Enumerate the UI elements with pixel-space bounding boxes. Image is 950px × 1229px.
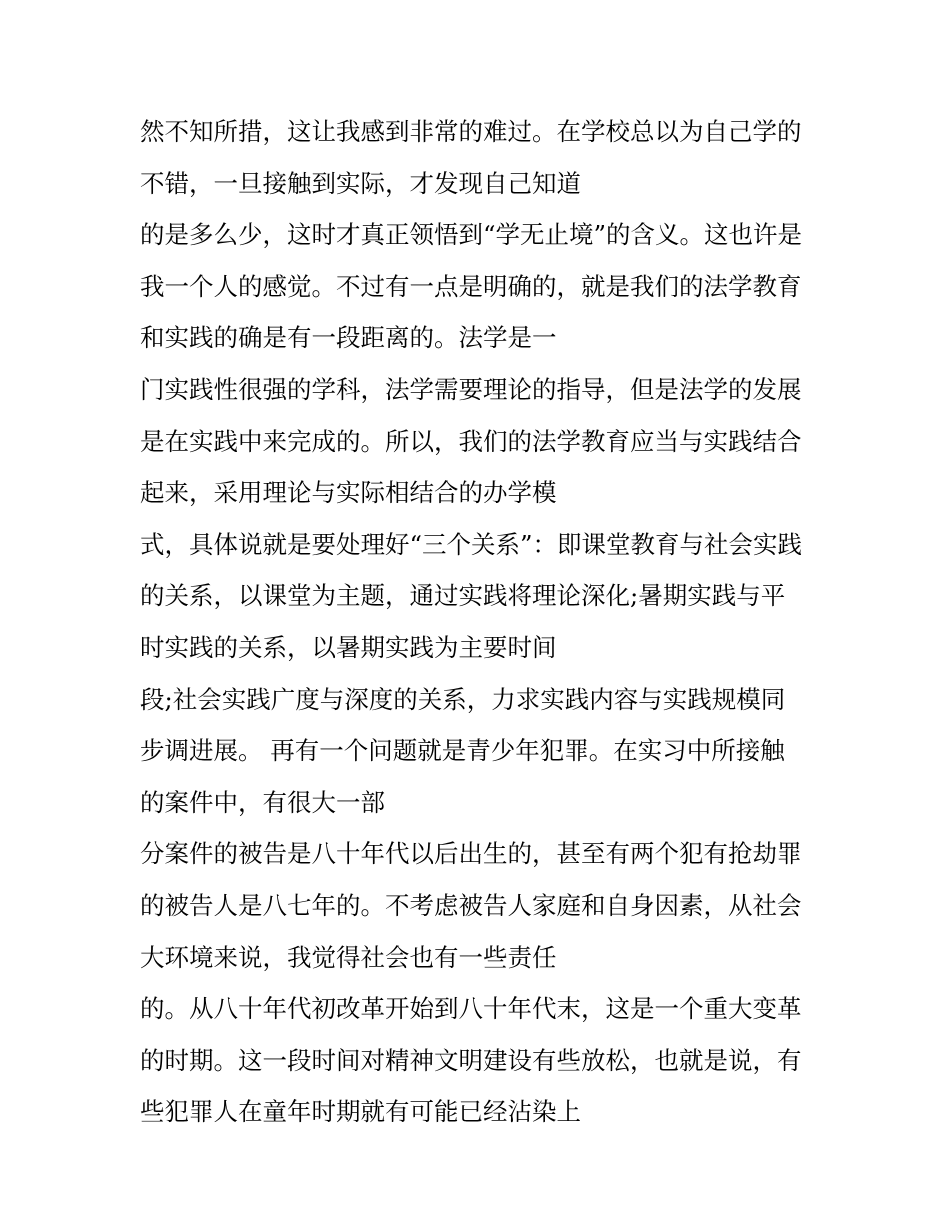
text-line-18: 的。从八十年代初改革开始到八十年代末，这是一个重大变革 (140, 994, 802, 1024)
text-line-19: 的时期。这一段时间对精神文明建设有些放松，也就是说，有 (140, 1045, 802, 1075)
body-text (140, 106, 820, 1138)
text-line-4: 我一个人的感觉。不过有一点是明确的，就是我们的法学教育 (140, 271, 802, 301)
text-line-9: 式，具体说就是要处理好“三个关系”：即课堂教育与社会实践 (140, 529, 803, 559)
text-line-2: 不错，一旦接触到实际，才发现自己知道 (140, 168, 581, 198)
text-line-16: 的被告人是八七年的。不考虑被告人家庭和自身因素，从社会 (140, 890, 802, 920)
text-line-20: 些犯罪人在童年时期就有可能已经沾染上 (140, 1097, 581, 1127)
text-line-14: 的案件中，有很大一部 (140, 787, 385, 817)
text-line-15: 分案件的被告是八十年代以后出生的，甚至有两个犯有抢劫罪 (140, 839, 802, 869)
text-line-3: 的是多么少，这时才真正领悟到“学无止境”的含义。这也许是 (140, 220, 803, 250)
text-line-13: 步调进展。 再有一个问题就是青少年犯罪。在实习中所接触 (140, 736, 785, 766)
text-line-10: 的关系，以课堂为主题，通过实践将理论深化;暑期实践与平 (140, 581, 786, 611)
text-line-1: 然不知所措，这让我感到非常的难过。在学校总以为自己学的 (140, 117, 802, 146)
text-line-6: 门实践性很强的学科，法学需要理论的指导，但是法学的发展 (140, 374, 802, 404)
text-line-11: 时实践的关系，以暑期实践为主要时间 (140, 632, 557, 662)
text-line-7: 是在实践中来完成的。所以，我们的法学教育应当与实践结合 (140, 426, 802, 456)
text-line-17: 大环境来说，我觉得社会也有一些责任 (140, 942, 557, 972)
text-line-8: 起来，采用理论与实际相结合的办学模 (140, 478, 557, 508)
text-line-5: 和实践的确是有一段距离的。法学是一 (140, 323, 557, 353)
text-line-12: 段;社会实践广度与深度的关系，力求实践内容与实践规模同 (140, 684, 786, 714)
